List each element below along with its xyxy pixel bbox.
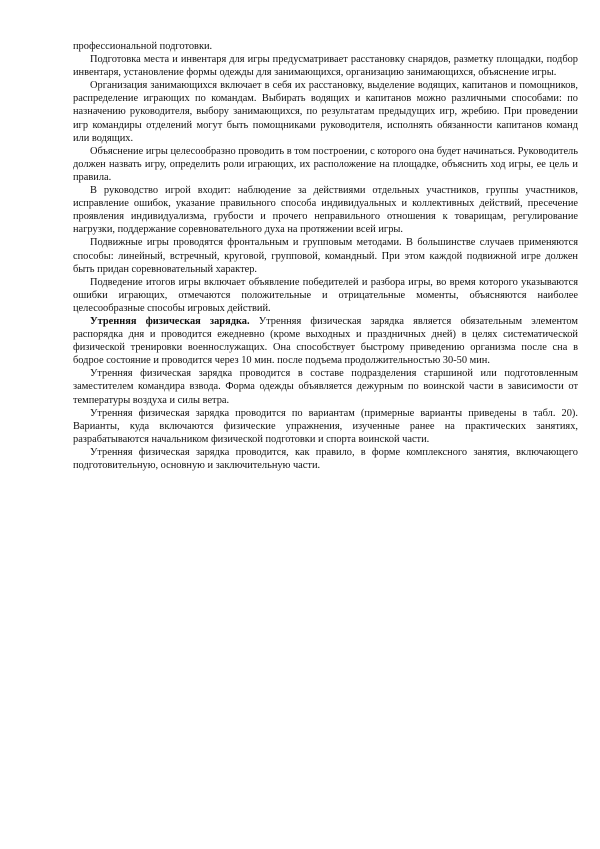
section-heading: Утренняя физическая зарядка. (90, 315, 250, 327)
paragraph-2: Подготовка места и инвентаря для игры предусматривает расстановку снарядов, разметку площадки, подбор инвентаря, установление формы одежды для занимающихся, организацию занимающихся, объяснение игры. (73, 54, 578, 79)
paragraph-9: Утренняя физическая зарядка проводится в составе подразделения старшиной или подготовленным заместителем командира взвода. Форма одежды объявляется дежурным по воинской части в зависимости от температуры воздуха и силы ветра. (73, 368, 578, 406)
paragraph-3: Организация занимающихся включает в себя их расстановку, выделение водящих, капитанов и помощников, распределение играющих по командам. Выбирать водящих и капитанов можно различными способами: по назначению руководителя, выбору занимающихся, по результатам предыдущих игр, жребию. При проведении игр командиры отделений могут быть помощниками руководителя, исполнять обязанности капитанов команд или водящих. (73, 80, 578, 144)
paragraph-8 (73, 315, 578, 367)
paragraph-8-text: Утренняя физическая зарядка является обязательным элементом распорядка дня и проводится ежедневно (кроме выходных и праздничных дней) в целях систематической физической тренировки военнослужащих. Она способствует быстрому приведению организма после сна в бодрое состояние и проводится через 10 мин. после подъема продолжительностью 30-50 мин. (73, 315, 578, 367)
paragraph-10: Утренняя физическая зарядка проводится по вариантам (примерные варианты приведены в табл. 20). Варианты, куда включаются физические упражнения, изученные ранее на практических занятиях, разрабатываются начальником физической подготовки и спорта воинской части. (73, 407, 578, 445)
paragraph-7: Подведение итогов игры включает объявление победителей и разбора игры, во время которого указываются ошибки играющих, отмечаются положительные и отрицательные моменты, объясняются наиболее целесообразные способы игровых действий. (73, 276, 578, 314)
paragraph-6: Подвижные игры проводятся фронтальным и групповым методами. В большинстве случаев применяются способы: линейный, встречный, круговой, групповой, командный. При этом каждой подвижной игре должен быть придан соревновательный характер. (73, 237, 578, 275)
paragraph-4: Объяснение игры целесообразно проводить в том построении, с которого она будет начинаться. Руководитель должен назвать игру, определить роли играющих, их расположение на площадке, объяснить ход игры, ее цель и правила. (73, 145, 578, 183)
paragraph-11: Утренняя физическая зарядка проводится, как правило, в форме комплексного занятия, включающего подготовительную, основную и заключительную части. (73, 446, 578, 471)
document-page (73, 40, 578, 472)
paragraph-5: В руководство игрой входит: наблюдение за действиями отдельных участников, группы участников, исправление ошибок, указание правильного способа индивидуальных и коллективных действий, пресечение проявления индивидуализма, грубости и прочего неправильного отношения к товарищам, регулирование нагрузки, поддержание соревновательного духа на протяжении всей игры. (73, 185, 578, 236)
paragraph-1: профессиональной подготовки. (73, 41, 213, 52)
